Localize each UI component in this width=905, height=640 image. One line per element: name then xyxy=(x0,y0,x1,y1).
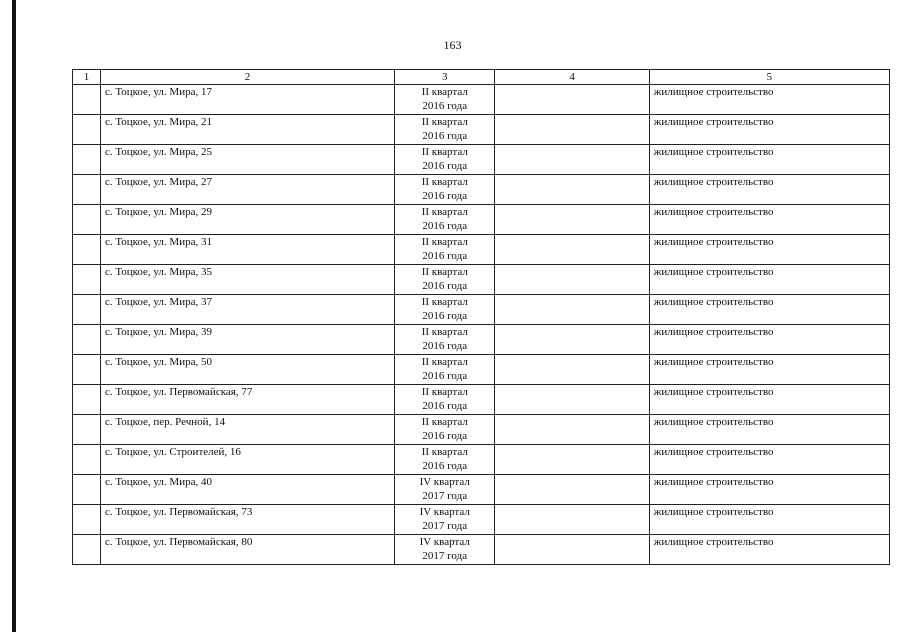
purpose-cell: жилищное строительство xyxy=(649,175,889,205)
term-year: 2016 года xyxy=(422,190,468,202)
term-quarter: II квартал xyxy=(421,266,468,278)
col4-cell xyxy=(495,415,649,445)
address-cell: с. Тоцкое, ул. Мира, 31 xyxy=(100,235,394,265)
table-row xyxy=(73,475,890,505)
term-quarter: IV квартал xyxy=(419,536,470,548)
term-cell xyxy=(395,415,495,445)
term-quarter: II квартал xyxy=(421,386,468,398)
row-number-cell xyxy=(73,235,101,265)
term-year: 2016 года xyxy=(422,280,468,292)
table-row xyxy=(73,325,890,355)
purpose-cell: жилищное строительство xyxy=(649,415,889,445)
col4-cell xyxy=(495,265,649,295)
header-col-3: 3 xyxy=(395,70,495,85)
term-year: 2016 года xyxy=(422,160,468,172)
term-cell xyxy=(395,475,495,505)
address-cell: с. Тоцкое, пер. Речной, 14 xyxy=(100,415,394,445)
address-cell: с. Тоцкое, ул. Мира, 37 xyxy=(100,295,394,325)
col4-cell xyxy=(495,535,649,565)
term-year: 2016 года xyxy=(422,250,468,262)
table-row xyxy=(73,145,890,175)
table-row xyxy=(73,505,890,535)
term-cell xyxy=(395,295,495,325)
address-cell: с. Тоцкое, ул. Первомайская, 80 xyxy=(100,535,394,565)
purpose-cell: жилищное строительство xyxy=(649,265,889,295)
term-quarter: IV квартал xyxy=(419,476,470,488)
term-quarter: IV квартал xyxy=(419,506,470,518)
scan-edge-line xyxy=(12,0,16,632)
table-row xyxy=(73,115,890,145)
term-cell xyxy=(395,505,495,535)
row-number-cell xyxy=(73,85,101,115)
table-row xyxy=(73,235,890,265)
row-number-cell xyxy=(73,325,101,355)
term-quarter: II квартал xyxy=(421,296,468,308)
table-row xyxy=(73,205,890,235)
term-quarter: II квартал xyxy=(421,356,468,368)
term-quarter: II квартал xyxy=(421,176,468,188)
col4-cell xyxy=(495,325,649,355)
table-row xyxy=(73,295,890,325)
col4-cell xyxy=(495,355,649,385)
term-year: 2016 года xyxy=(422,460,468,472)
term-year: 2017 года xyxy=(422,490,468,502)
table-row xyxy=(73,85,890,115)
header-col-2: 2 xyxy=(100,70,394,85)
purpose-cell: жилищное строительство xyxy=(649,355,889,385)
row-number-cell xyxy=(73,295,101,325)
header-row xyxy=(73,70,890,85)
row-number-cell xyxy=(73,505,101,535)
address-cell: с. Тоцкое, ул. Мира, 17 xyxy=(100,85,394,115)
purpose-cell: жилищное строительство xyxy=(649,235,889,265)
term-year: 2016 года xyxy=(422,430,468,442)
row-number-cell xyxy=(73,265,101,295)
purpose-cell: жилищное строительство xyxy=(649,325,889,355)
term-cell xyxy=(395,385,495,415)
term-year: 2016 года xyxy=(422,100,468,112)
address-cell: с. Тоцкое, ул. Мира, 25 xyxy=(100,145,394,175)
purpose-cell: жилищное строительство xyxy=(649,505,889,535)
row-number-cell xyxy=(73,475,101,505)
address-cell: с. Тоцкое, ул. Мира, 29 xyxy=(100,205,394,235)
table-row xyxy=(73,385,890,415)
table-header xyxy=(73,70,890,85)
table-row xyxy=(73,535,890,565)
term-year: 2016 года xyxy=(422,340,468,352)
address-cell: с. Тоцкое, ул. Мира, 39 xyxy=(100,325,394,355)
table-body xyxy=(73,85,890,565)
col4-cell xyxy=(495,295,649,325)
term-year: 2016 года xyxy=(422,310,468,322)
table-row xyxy=(73,355,890,385)
address-cell: с. Тоцкое, ул. Мира, 21 xyxy=(100,115,394,145)
term-cell xyxy=(395,445,495,475)
term-cell xyxy=(395,325,495,355)
page-number: 163 xyxy=(443,38,462,52)
address-cell: с. Тоцкое, ул. Строителей, 16 xyxy=(100,445,394,475)
col4-cell xyxy=(495,445,649,475)
term-cell xyxy=(395,205,495,235)
header-col-5: 5 xyxy=(649,70,889,85)
address-cell: с. Тоцкое, ул. Первомайская, 77 xyxy=(100,385,394,415)
address-cell: с. Тоцкое, ул. Мира, 40 xyxy=(100,475,394,505)
table-row xyxy=(73,265,890,295)
term-cell xyxy=(395,355,495,385)
address-cell: с. Тоцкое, ул. Мира, 50 xyxy=(100,355,394,385)
table-row xyxy=(73,175,890,205)
term-quarter: II квартал xyxy=(421,86,468,98)
term-cell xyxy=(395,145,495,175)
purpose-cell: жилищное строительство xyxy=(649,295,889,325)
term-year: 2016 года xyxy=(422,400,468,412)
purpose-cell: жилищное строительство xyxy=(649,205,889,235)
row-number-cell xyxy=(73,205,101,235)
col4-cell xyxy=(495,85,649,115)
purpose-cell: жилищное строительство xyxy=(649,445,889,475)
term-quarter: II квартал xyxy=(421,326,468,338)
term-quarter: II квартал xyxy=(421,446,468,458)
col4-cell xyxy=(495,235,649,265)
land-plots-table xyxy=(72,69,890,565)
header-col-4: 4 xyxy=(495,70,649,85)
address-cell: с. Тоцкое, ул. Первомайская, 73 xyxy=(100,505,394,535)
row-number-cell xyxy=(73,445,101,475)
term-cell xyxy=(395,535,495,565)
address-cell: с. Тоцкое, ул. Мира, 35 xyxy=(100,265,394,295)
col4-cell xyxy=(495,475,649,505)
term-quarter: II квартал xyxy=(421,416,468,428)
purpose-cell: жилищное строительство xyxy=(649,85,889,115)
term-quarter: II квартал xyxy=(421,116,468,128)
table-row xyxy=(73,445,890,475)
row-number-cell xyxy=(73,115,101,145)
row-number-cell xyxy=(73,355,101,385)
col4-cell xyxy=(495,145,649,175)
term-year: 2016 года xyxy=(422,370,468,382)
row-number-cell xyxy=(73,385,101,415)
col4-cell xyxy=(495,205,649,235)
term-year: 2017 года xyxy=(422,520,468,532)
term-year: 2016 года xyxy=(422,220,468,232)
row-number-cell xyxy=(73,175,101,205)
col4-cell xyxy=(495,385,649,415)
term-year: 2017 года xyxy=(422,550,468,562)
purpose-cell: жилищное строительство xyxy=(649,145,889,175)
header-col-1: 1 xyxy=(73,70,101,85)
table-row xyxy=(73,415,890,445)
term-cell xyxy=(395,265,495,295)
term-year: 2016 года xyxy=(422,130,468,142)
row-number-cell xyxy=(73,145,101,175)
term-cell xyxy=(395,175,495,205)
term-quarter: II квартал xyxy=(421,236,468,248)
col4-cell xyxy=(495,175,649,205)
term-quarter: II квартал xyxy=(421,206,468,218)
purpose-cell: жилищное строительство xyxy=(649,115,889,145)
col4-cell xyxy=(495,505,649,535)
purpose-cell: жилищное строительство xyxy=(649,535,889,565)
purpose-cell: жилищное строительство xyxy=(649,475,889,505)
purpose-cell: жилищное строительство xyxy=(649,385,889,415)
col4-cell xyxy=(495,115,649,145)
address-cell: с. Тоцкое, ул. Мира, 27 xyxy=(100,175,394,205)
row-number-cell xyxy=(73,415,101,445)
row-number-cell xyxy=(73,535,101,565)
term-cell xyxy=(395,115,495,145)
term-quarter: II квартал xyxy=(421,146,468,158)
term-cell xyxy=(395,235,495,265)
term-cell xyxy=(395,85,495,115)
